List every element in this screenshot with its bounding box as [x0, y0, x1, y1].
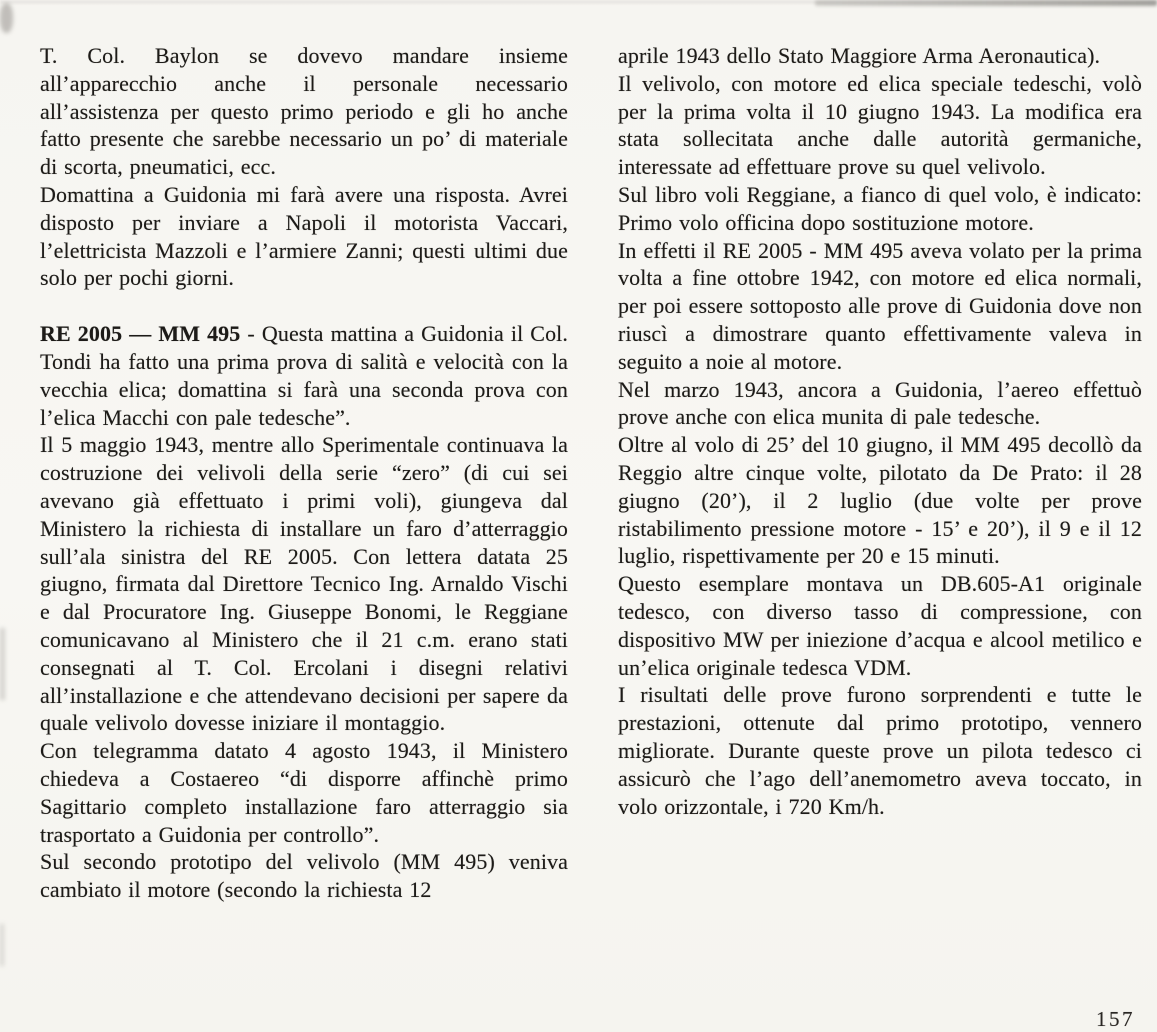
page-number: 157 — [1096, 1007, 1135, 1031]
paragraph: RE 2005 — MM 495 - Questa mattina a Guidonia il Col. Tondi ha fatto una prima prova di salità e velocità con la vecchia elica; domattina si farà una seconda prova con l’elica Macchi con pale tedesche”. — [40, 321, 568, 430]
right-column — [618, 42, 1142, 820]
scan-artifact-top-edge — [0, 0, 1157, 4]
paragraph: Il 5 maggio 1943, mentre allo Sperimentale continuava la costruzione dei velivoli della serie “zero” (di cui sei avevano già effettuato i primi voli), giungeva dal Ministero la richiesta di installare un faro d’atterraggio sull’ala sinistra del RE 2005. Con lettera datata 25 giugno, firmata dal Direttore Tecnico Ing. Arnaldo Vischi e dal Procuratore Ing. Giuseppe Bonomi, le Reggiane comunicavano al Ministero che il 21 c.m. erano stati consegnati al T. Col. Ercolani i disegni relativi all’installazione e che attendevano decisioni per sapere da quale velivolo dovesse iniziare il montaggio. — [40, 432, 568, 736]
paragraph: Nel marzo 1943, ancora a Guidonia, l’aereo effettuò prove anche con elica munita di pale tedesche. — [618, 376, 1142, 430]
left-column — [40, 42, 568, 904]
paragraph: T. Col. Baylon se dovevo mandare insieme all’apparecchio anche il personale necessario all’assistenza per questo primo periodo e gli ho anche fatto presente che sarebbe necessario un po’ di materiale di scorta, pneumatici, ecc. — [40, 43, 568, 180]
scan-artifact-top-left — [0, 3, 13, 33]
paragraph: Con telegramma datato 4 agosto 1943, il Ministero chiedeva a Costaereo “di disporre affinchè primo Sagittario completo installazione faro atterraggio sia trasportato a Guidonia per controllo”. — [40, 738, 568, 847]
scan-artifact-top-right — [815, 0, 1157, 6]
paragraph: Il velivolo, con motore ed elica speciale tedeschi, volò per la prima volta il 10 giugno 1943. La modifica era stata sollecitata anche dalle autorità germaniche, interessate ad effettuare prove su quel velivolo. — [618, 70, 1142, 180]
paragraph-lead-bold: RE 2005 — MM 495 — [40, 321, 241, 347]
paragraph: I risultati delle prove furono sorprendenti e tutte le prestazioni, ottenute dal primo prototipo, vennero migliorate. Durante queste prove un pilota tedesco ci assicurò che l’ago dell’anemometro aveva toccato, in volo orizzontale, i 720 Km/h. — [618, 682, 1142, 819]
paragraph: Questo esemplare montava un DB.605-A1 originale tedesco, con diverso tasso di compressione, con dispositivo MW per iniezione d’acqua e alcool metilico e un’elica originale tedesca VDM. — [618, 571, 1142, 680]
paragraph: In effetti il RE 2005 - MM 495 aveva volato per la prima volta a fine ottobre 1942, con motore ed elica normali, per poi essere sottoposto alle prove di Guidonia dove non riuscì a dimostrare quanto effettivamente valeva in seguito a noie al motore. — [618, 237, 1142, 374]
paragraph: Sul secondo prototipo del velivolo (MM 495) veniva cambiato il motore (secondo la richiesta 12 — [40, 849, 568, 903]
paragraph: Domattina a Guidonia mi farà avere una risposta. Avrei disposto per inviare a Napoli il motorista Vaccari, l’elettricista Mazzoli e l’armiere Zanni; questi ultimi due solo per pochi giorni. — [40, 181, 568, 291]
paragraph: Oltre al volo di 25’ del 10 giugno, il MM 495 decollò da Reggio altre cinque volte, pilotato da De Prato: il 28 giugno (20’), il 2 luglio (due volte per prove ristabilimento pressione motore - 15’ e 20’), il 9 e il 12 luglio, rispettivamente per 20 e 15 minuti. — [618, 432, 1142, 569]
scan-artifact-left-low — [0, 924, 4, 966]
paragraph: aprile 1943 dello Stato Maggiore Arma Aeronautica). — [618, 43, 1101, 68]
paragraph: Sul libro voli Reggiane, a fianco di quel volo, è indicato: Primo volo officina dopo sostituzione motore. — [618, 181, 1142, 235]
scan-artifact-left-mid — [0, 628, 5, 700]
